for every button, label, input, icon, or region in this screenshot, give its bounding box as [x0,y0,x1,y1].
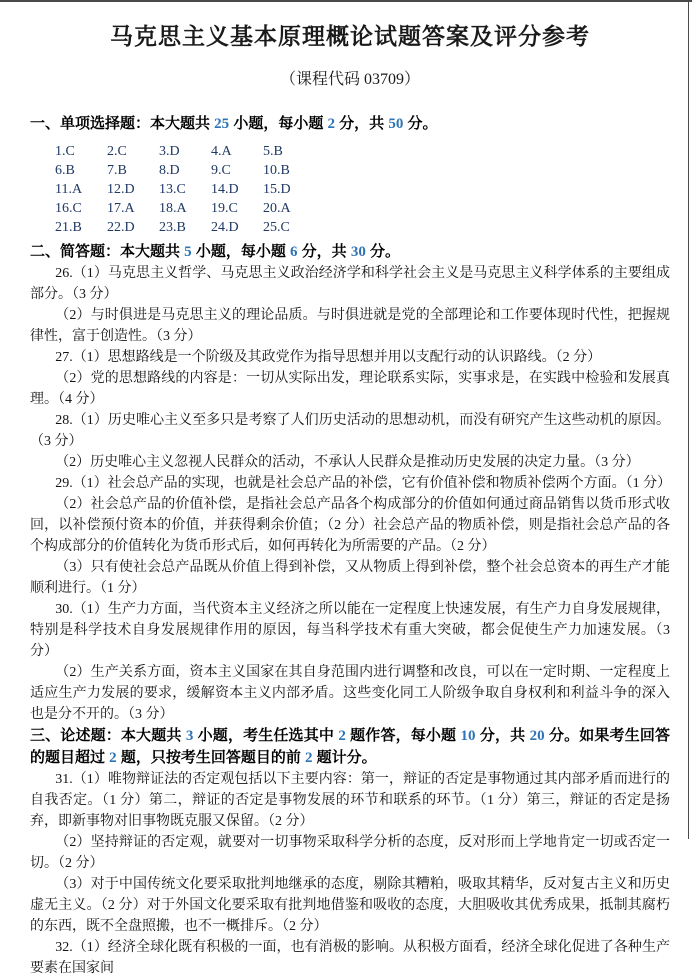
answer-cell: 18.A [159,201,187,216]
answer-cell: 19.C [211,201,238,216]
short-answer-paragraph: （2）党的思想路线的内容是：一切从实际出发，理论联系实际，实事求是，在实践中检验和发展真理。（4 分） [30,371,670,407]
answer-cell: 10.B [263,163,290,178]
heading-text: 分。 [365,243,401,260]
answer-cell: 9.C [211,163,231,178]
answer-cell: 8.D [159,163,180,178]
multiple-choice-answer-grid [55,142,345,237]
heading-text: 二、简答题：本大题共 [30,243,185,260]
section-heading-multiple-choice [30,113,670,135]
answer-cell: 17.A [107,201,135,216]
short-answer-paragraph: （2）社会总产品的价值补偿，是指社会总产品各个构成部分的价值如何通过商品销售以货币形式收回，以补偿预付资本的价值，并获得剩余价值；（2 分）社会总产品的物质补偿，则是指社会总产品的各个构成部分的价值转化为货币形式后，如何再转化为所需要的产品。（2 分） [30,497,670,554]
course-code-subtitle: （课程代码 03709） [279,71,420,88]
answer-cell: 14.D [211,182,239,197]
score-number: 2 [109,750,117,766]
heading-text: 三、论述题：本大题共 [30,727,186,744]
answer-cell: 16.C [55,201,82,216]
answer-cell: 5.B [263,144,283,159]
short-answer-paragraph: 26.（1）马克思主义哲学、马克思主义政治经济学和科学社会主义是马克思主义科学体系的主要组成部分。（3 分） [30,266,670,302]
heading-text: 一、单项选择题：本大题共 [30,115,215,132]
answer-cell: 7.B [107,163,127,178]
answer-cell: 3.D [159,144,180,159]
answer-cell: 2.C [107,144,127,159]
heading-text: 题，只按考生回答题目的前 [116,749,306,766]
short-answer-paragraph: （2）生产关系方面，资本主义国家在其自身范围内进行调整和改良，可以在一定时期、一定程度上适应生产力发展的要求，缓解资本主义内部矛盾。这些变化同工人阶级争取自身权利和利益斗争的深入也是分不开的。（3 分） [30,665,670,722]
section-heading-short-answer [30,241,670,263]
essay-paragraph: （2）坚持辩证的否定观，就要对一切事物采取科学分析的态度，反对形而上学地肯定一切或否定一切。（2 分） [30,835,670,871]
answer-cell: 6.B [55,163,75,178]
score-number: 5 [184,244,192,260]
heading-text: 小题，考生任选其中 [193,727,339,744]
score-number: 20 [529,728,545,744]
heading-text: 小题，每小题 [229,115,328,132]
heading-text: 分，共 [297,243,351,260]
score-number: 30 [350,244,366,260]
answer-cell: 15.D [263,182,291,197]
score-number: 10 [460,728,476,744]
heading-text: 分，共 [335,115,389,132]
heading-text: 小题，每小题 [191,243,291,260]
heading-text: 分，共 [475,727,530,744]
answer-cell: 20.A [263,201,291,216]
answer-cell: 21.B [55,220,82,235]
answer-cell: 12.D [107,182,135,197]
short-answer-paragraph: 27.（1）思想路线是一个阶级及其政党作为指导思想并用以支配行动的认识路线。（2 分） [55,350,602,365]
heading-text: 分。 [403,115,438,132]
score-number: 2 [327,116,336,132]
score-number: 3 [185,728,194,744]
essay-paragraph: （3）对于中国传统文化要采取批判地继承的态度，剔除其糟粕，吸取其精华，反对复古主义和历史虚无主义。（2 分）对于外国文化要采取有批判地借鉴和吸收的态度，大胆吸收其优秀成果，抵制其腐朽的东西，既不全盘照搬，也不一概排斥。（2 分） [30,877,670,934]
score-number: 6 [290,244,298,260]
short-answer-paragraph: 30.（1）生产力方面，当代资本主义经济之所以能在一定程度上快速发展，有生产力自身发展规律，特别是科学技术自身发展规律作用的原因，每当科学技术有重大突破，都会促使生产力加速发展。（3 分） [30,602,670,659]
answer-cell: 24.D [211,220,239,235]
page-title: 马克思主义基本原理概论试题答案及评分参考 [110,23,590,49]
answer-cell: 13.C [159,182,186,197]
score-number: 2 [338,728,346,744]
short-answer-paragraph: 28.（1）历史唯心主义至多只是考察了人们历史活动的思想动机，而没有研究产生这些动机的原因。（3 分） [30,413,670,449]
answer-cell: 22.D [107,220,135,235]
heading-text: 题计分。 [312,749,377,766]
short-answer-paragraph: （2）与时俱进是马克思主义的理论品质。与时俱进就是党的全部理论和工作要体现时代性，把握规律性，富于创造性。（3 分） [30,308,670,344]
essay-paragraph: 31.（1）唯物辩证法的否定观包括以下主要内容：第一，辩证的否定是事物通过其内部矛盾而进行的自我否定。（1 分）第二，辩证的否定是事物发展的环节和联系的环节。（1 分）第三，辩证的否定是扬弃，即新事物对旧事物既克服又保留。（2 分） [30,772,670,829]
score-number: 25 [214,116,230,132]
answer-cell: 25.C [263,220,290,235]
score-number: 50 [388,116,404,132]
short-answer-paragraph: （3）只有使社会总产品既从价值上得到补偿，又从物质上得到补偿，整个社会总资本的再生产才能顺利进行。（1 分） [30,560,670,596]
score-number: 2 [305,750,313,766]
short-answer-paragraph: 29.（1）社会总产品的实现，也就是社会总产品的补偿，它有价值补偿和物质补偿两个方面。（1 分） [55,476,672,491]
answer-cell: 23.B [159,220,186,235]
heading-text: 题作答，每小题 [345,727,461,744]
answer-cell: 1.C [55,144,75,159]
essay-paragraph: 32.（1）经济全球化既有积极的一面，也有消极的影响。从积极方面看，经济全球化促进了各种生产要素在国家间 [30,940,670,976]
heading-text: 分。如果考生回答的题目超过 [30,727,670,766]
answer-cell: 4.A [211,144,232,159]
answer-cell: 11.A [55,182,83,197]
short-answer-paragraph: （2）历史唯心主义忽视人民群众的活动，不承认人民群众是推动历史发展的决定力量。（3 分） [55,455,640,470]
section-heading-essay [30,725,670,769]
